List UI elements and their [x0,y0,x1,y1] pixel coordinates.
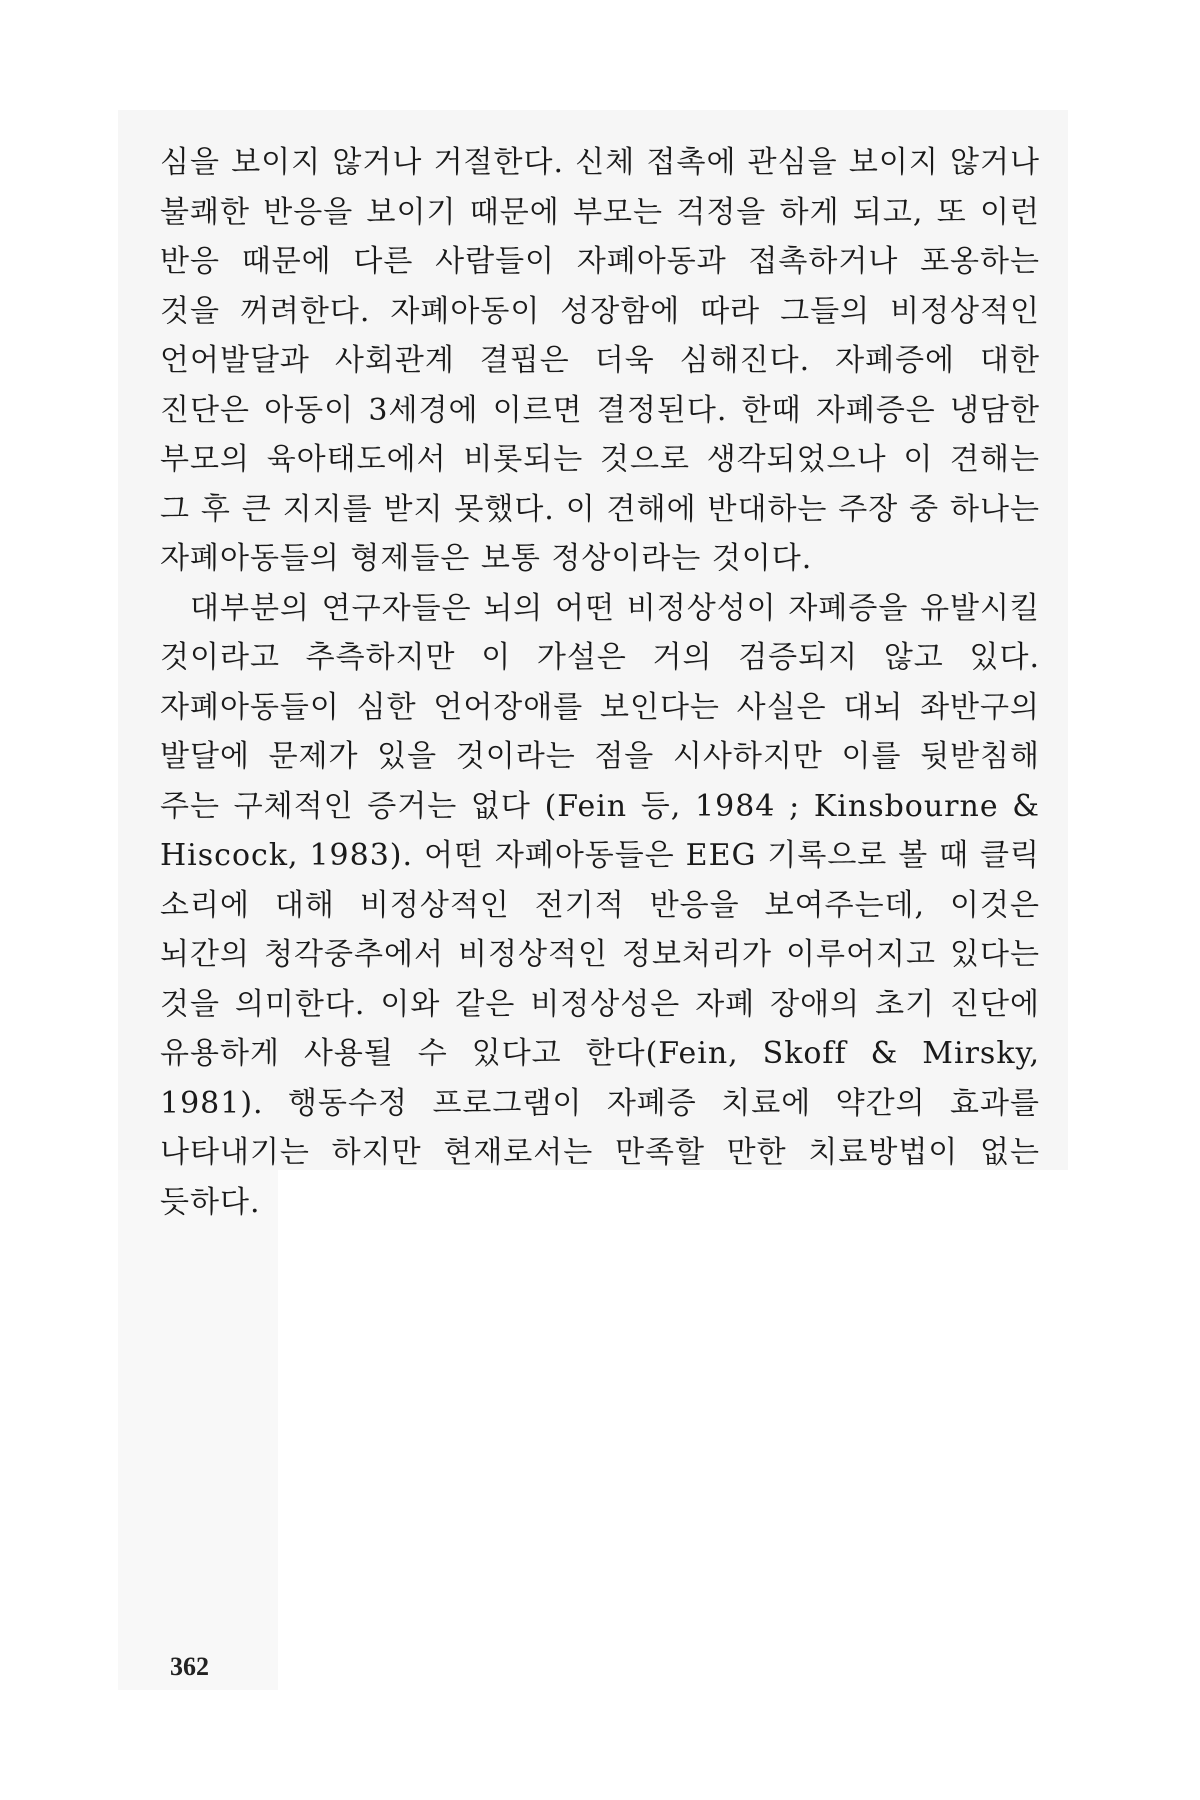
paragraph-continued: 심을 보이지 않거나 거절한다. 신체 접촉에 관심을 보이지 않거나 불쾌한 반응을 보이기 때문에 부모는 걱정을 하게 되고, 또 이런 반응 때문에 다른 사람들이 자폐아동과 접촉하거나 포옹하는 것을 꺼려한다. 자폐아동이 성장함에 따라 그들의 비정상적인 언어발달과 사회관계 결핍은 더욱 심해진다. 자폐증에 대한 진단은 아동이 3세경에 이르면 결정된다. 한때 자폐증은 냉담한 부모의 육아태도에서 비롯되는 것으로 생각되었으나 이 견해는 그 후 큰 지지를 받지 못했다. 이 견해에 반대하는 주장 중 하나는 자폐아동들의 형제들은 보통 정상이라는 것이다. [160,145,1040,576]
paragraph-research: 대부분의 연구자들은 뇌의 어떤 비정상성이 자폐증을 유발시킬 것이라고 추측하지만 이 가설은 거의 검증되지 않고 있다. 자폐아동들이 심한 언어장애를 보인다는 사실은 대뇌 좌반구의 발달에 문제가 있을 것이라는 점을 시사하지만 이를 뒷받침해 주는 구체적인 증거는 없다 (Fein 등, 1984 ; Kinsbourne & Hiscock, 1983). 어떤 자폐아동들은 EEG 기록으로 볼 때 클릭 소리에 대해 비정상적인 전기적 반응을 보여주는데, 이것은 뇌간의 청각중추에서 비정상적인 정보처리가 이루어지고 있다는 것을 의미한다. 이와 같은 비정상성은 자폐 장애의 초기 진단에 유용하게 사용될 수 있다고 한다(Fein, Skoff & Mirsky, 1981). 행동수정 프로그램이 자폐증 치료에 약간의 효과를 나타내기는 하지만 현재로서는 만족할 만한 치료방법이 없는 듯하다. [160,590,1040,1220]
page-number: 362 [170,1652,209,1681]
scan-shading-lower [118,1170,278,1690]
body-text [160,138,1040,1227]
